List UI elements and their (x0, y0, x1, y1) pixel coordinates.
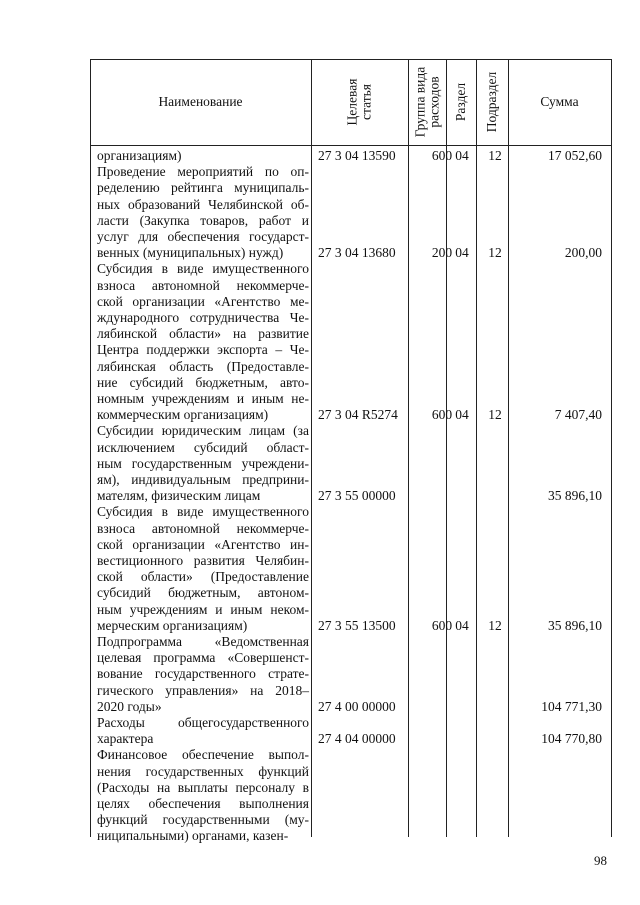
header-subsection-label: Подраздел (484, 71, 500, 133)
row-name-line: ям), индивидуальным предприни- (97, 472, 309, 487)
budget-table (90, 59, 612, 844)
row-name-line: Подпрограмма «Ведомственная (97, 634, 309, 649)
row-sum: 35 896,10 (548, 488, 602, 504)
header-section-label: Раздел (453, 82, 468, 122)
header-name (90, 59, 311, 145)
row-name-line: коммерческим организациям) (97, 407, 269, 423)
row-group: 600 (431, 617, 453, 633)
row-name-line: ниципальными) органами, казен- (97, 828, 289, 844)
row-name-line: Расходы общегосударственного (97, 715, 309, 730)
row-subsection: 12 (488, 617, 502, 633)
row-target-code: 27 4 00 00000 (318, 698, 396, 714)
row-name-line: характера (97, 731, 154, 747)
row-section: 04 (455, 148, 469, 163)
row-sum: 35 896,10 (548, 617, 602, 633)
row-group: 600 (431, 148, 453, 163)
header-group-label: Группа вида расходов (412, 66, 441, 138)
page-number: 98 (594, 853, 607, 868)
row-group: 600 (431, 407, 453, 423)
header-group (408, 59, 446, 145)
row-name-line: Проведение мероприятий по оп- (97, 164, 309, 180)
row-name-line: услуг для обеспечения государст- (97, 229, 309, 244)
row-name-line: нения государственных функций (97, 763, 309, 779)
row-target-code: 27 3 55 13500 (318, 617, 396, 633)
row-target-code: 27 3 04 13590 (318, 148, 396, 163)
row-name-line: вестиционного развития Челябин- (97, 553, 309, 568)
row-name-line: мателям, физическим лицам (97, 488, 261, 504)
row-name-line: гического управления» на 2018– (97, 682, 309, 698)
row-subsection: 12 (488, 407, 502, 423)
row-group: 200 (431, 245, 453, 261)
row-name-line: ных образований Челябинской об- (97, 196, 309, 212)
row-name-line: ждународного сотрудничества Че- (97, 310, 309, 325)
row-name-line: (Расходы на выплаты персоналу в (97, 779, 309, 795)
row-sum: 200,00 (564, 245, 602, 261)
row-name-line: ской области» (Предоставление (97, 569, 309, 585)
row-target-code: 27 3 04 R5274 (318, 407, 398, 423)
row-sum: 7 407,40 (554, 407, 602, 423)
row-name-line: Центра поддержки экспорта – Че- (97, 342, 309, 358)
row-subsection: 12 (488, 245, 502, 261)
row-section: 04 (455, 245, 469, 261)
row-name-line: венных (муниципальных) нужд) (97, 245, 284, 261)
col-border (611, 59, 612, 837)
row-name-line: ределению рейтинга муниципаль- (97, 180, 309, 196)
header-target (311, 59, 408, 145)
row-name-line: ние субсидий бюджетным, авто- (97, 374, 309, 390)
col-border (508, 59, 509, 837)
row-name-line: мерческим организациям) (97, 617, 248, 633)
row-name-line: ным государственным учреждени- (97, 455, 309, 471)
row-name-line: взноса автономной некоммерче- (97, 277, 309, 293)
row-name-line: 2020 годы» (97, 698, 162, 714)
row-name-line: ской организации «Агентство ме- (97, 293, 309, 309)
row-name-line: субсидий бюджетным, автоном- (97, 585, 309, 601)
row-sum: 104 770,80 (541, 731, 602, 747)
row-name-line: Финансовое обеспечение выпол- (97, 747, 309, 763)
row-name-line: функций государственными (му- (97, 812, 309, 828)
row-name-line: целевая программа «Совершенст- (97, 650, 309, 666)
row-name-line: ласти (Закупка товаров, работ и (97, 212, 309, 228)
col-border (408, 59, 409, 837)
row-target-code: 27 3 55 00000 (318, 488, 396, 504)
row-name-line: ным учреждениям и иным неком- (97, 601, 309, 617)
row-sum: 104 771,30 (541, 698, 602, 714)
row-target-code: 27 4 04 00000 (318, 731, 396, 747)
row-name-line: целях обеспечения выполнения (97, 796, 309, 811)
row-target-code: 27 3 04 13680 (318, 245, 396, 261)
row-name-line: исключением субсидий област- (97, 439, 309, 455)
row-name-line: ской организации «Агентство ин- (97, 536, 309, 552)
header-sum (508, 59, 611, 145)
row-name-line: взноса автономной некоммерче- (97, 520, 309, 536)
header-sum-label: Сумма (540, 94, 579, 109)
row-section: 04 (455, 617, 469, 633)
row-name-line: вование государственного страте- (97, 666, 309, 682)
header-bottom-border (90, 145, 612, 146)
col-border (311, 59, 312, 837)
row-name-line: организациям) (97, 148, 182, 163)
row-name-line: Субсидии юридическим лицам (за (97, 423, 309, 439)
row-subsection: 12 (488, 148, 502, 163)
col-border (446, 59, 447, 837)
row-name-line: номным учреждениям и иным не- (97, 391, 309, 406)
header-section (446, 59, 476, 145)
row-sum: 17 052,60 (548, 148, 602, 163)
row-name-line: лябинской области» на развитие (97, 326, 309, 342)
header-name-label: Наименование (158, 94, 243, 109)
header-subsection (476, 59, 508, 145)
row-name-line: Субсидия в виде имущественного (97, 261, 309, 277)
row-section: 04 (455, 407, 469, 423)
col-border (90, 59, 91, 837)
row-name-line: лябинская область (Предоставле- (97, 358, 309, 374)
row-name-line: Субсидия в виде имущественного (97, 504, 309, 520)
header-target-label: Целевая статья (344, 78, 374, 126)
col-border (476, 59, 477, 837)
